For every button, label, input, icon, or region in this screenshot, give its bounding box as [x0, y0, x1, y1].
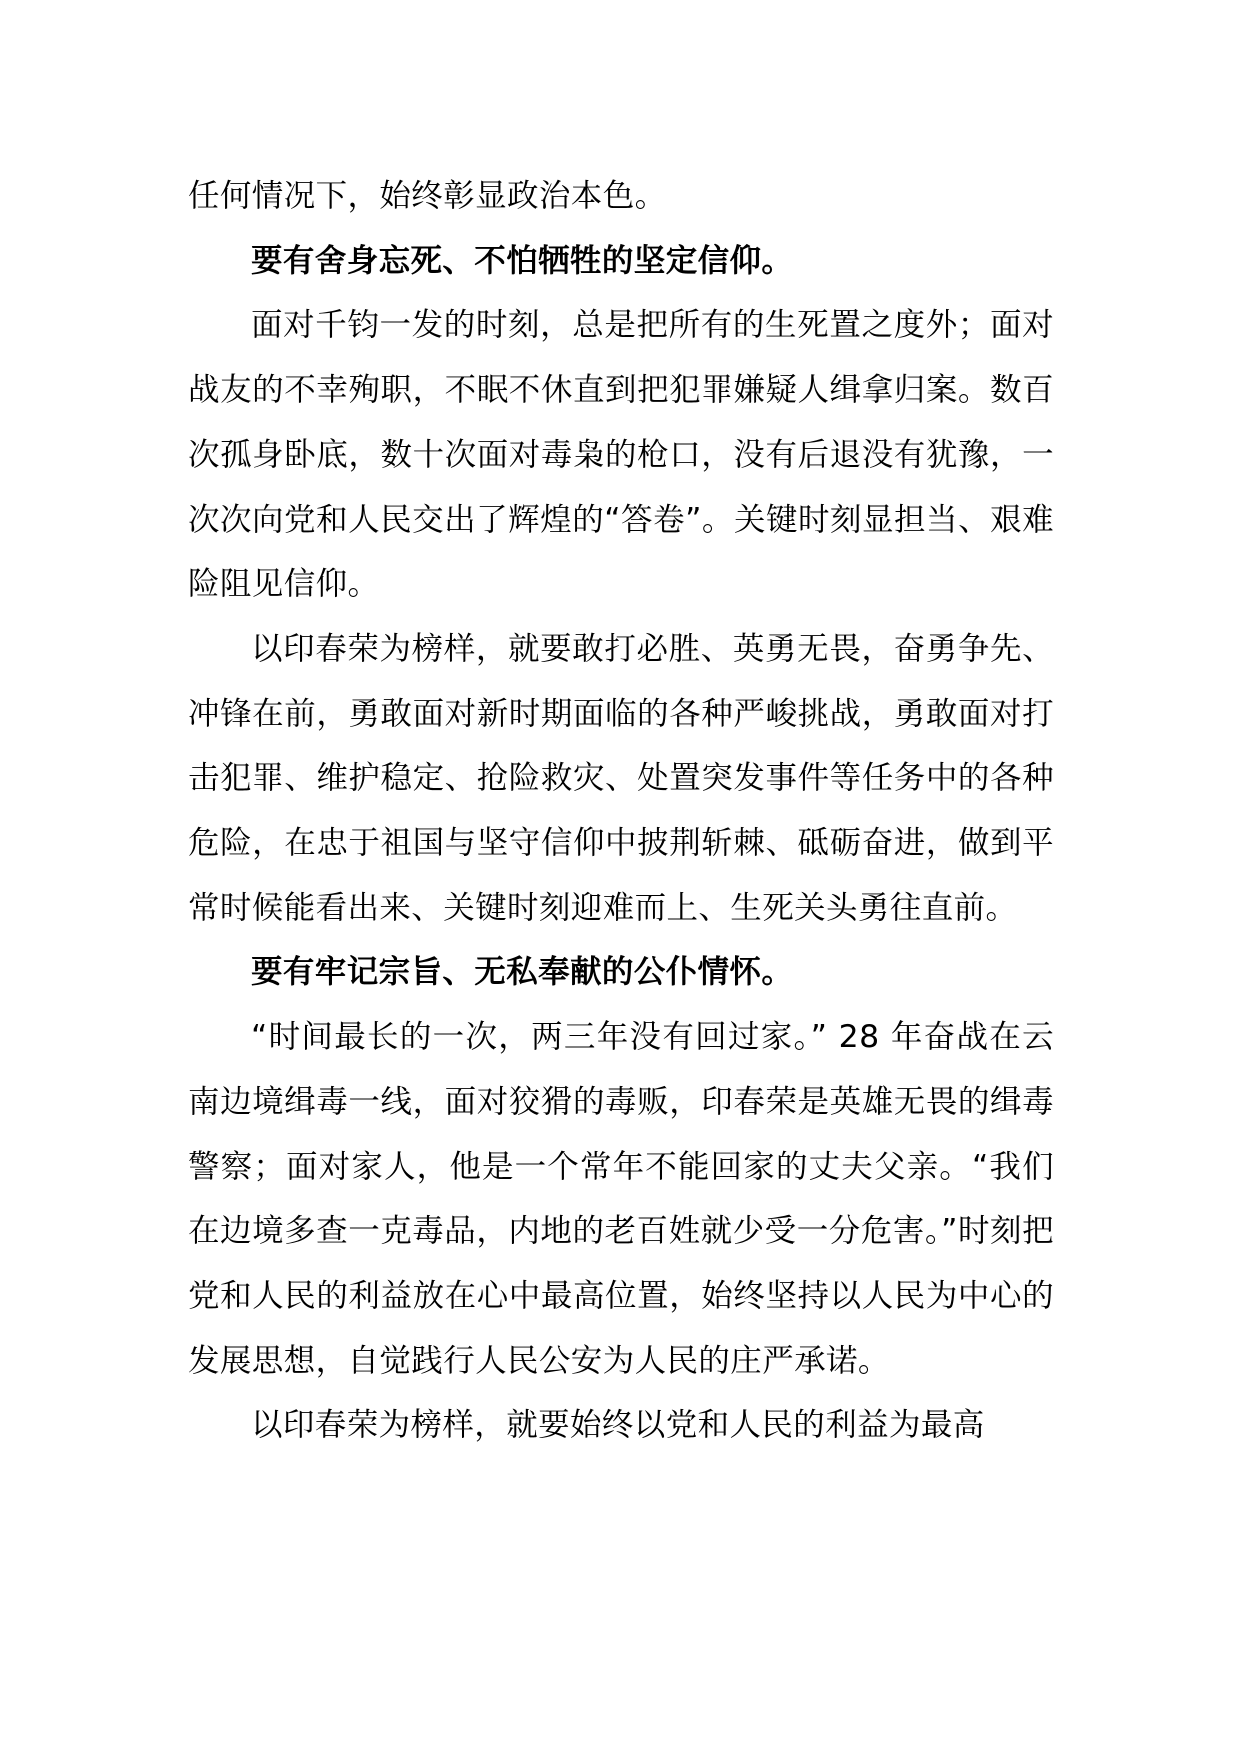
paragraph-public-servant-description: “时间最长的一次，两三年没有回过家。” 28 年奋战在云南边境缉毒一线，面对狡猾的毒贩，印春荣是英雄无畏的缉毒警察；面对家人，他是一个常年不能回家的丈夫父亲。“我们在边境多查一克毒品，内地的老百姓就少受一分危害。”时刻把党和人民的利益放在心中最高位置，始终坚持以人民为中心的发展思想，自觉践行人民公安为人民的庄严承诺。	[188, 1019, 1054, 1379]
paragraph-faith-example: 以印春荣为榜样，就要敢打必胜、英勇无畏，奋勇争先、冲锋在前，勇敢面对新时期面临的各种严峻挑战，勇敢面对打击犯罪、维护稳定、抢险救灾、处置突发事件等任务中的各种危险，在忠于祖国与坚守信仰中披荆斩棘、砥砺奋进，做到平常时候能看出来、关键时刻迎难而上、生死关头勇往直前。	[188, 630, 1054, 926]
section-heading-public-servant: 要有牢记宗旨、无私奉献的公仆情怀。	[251, 954, 794, 991]
paragraph-intro-continuation: 任何情况下，始终彰显政治本色。	[188, 178, 667, 214]
paragraph-faith-description: 面对千钧一发的时刻，总是把所有的生死置之度外；面对战友的不幸殉职，不眠不休直到把犯罪嫌疑人缉拿归案。数百次孤身卧底，数十次面对毒枭的枪口，没有后退没有犹豫，一次次向党和人民交出了辉煌的“答卷”。关键时刻显担当、艰难险阻见信仰。	[188, 307, 1054, 603]
section-heading-faith: 要有舍身忘死、不怕牺牲的坚定信仰。	[251, 242, 794, 279]
document-page	[188, 164, 1054, 1458]
paragraph-public-servant-example: 以印春荣为榜样，就要始终以党和人民的利益为最高	[251, 1407, 985, 1444]
